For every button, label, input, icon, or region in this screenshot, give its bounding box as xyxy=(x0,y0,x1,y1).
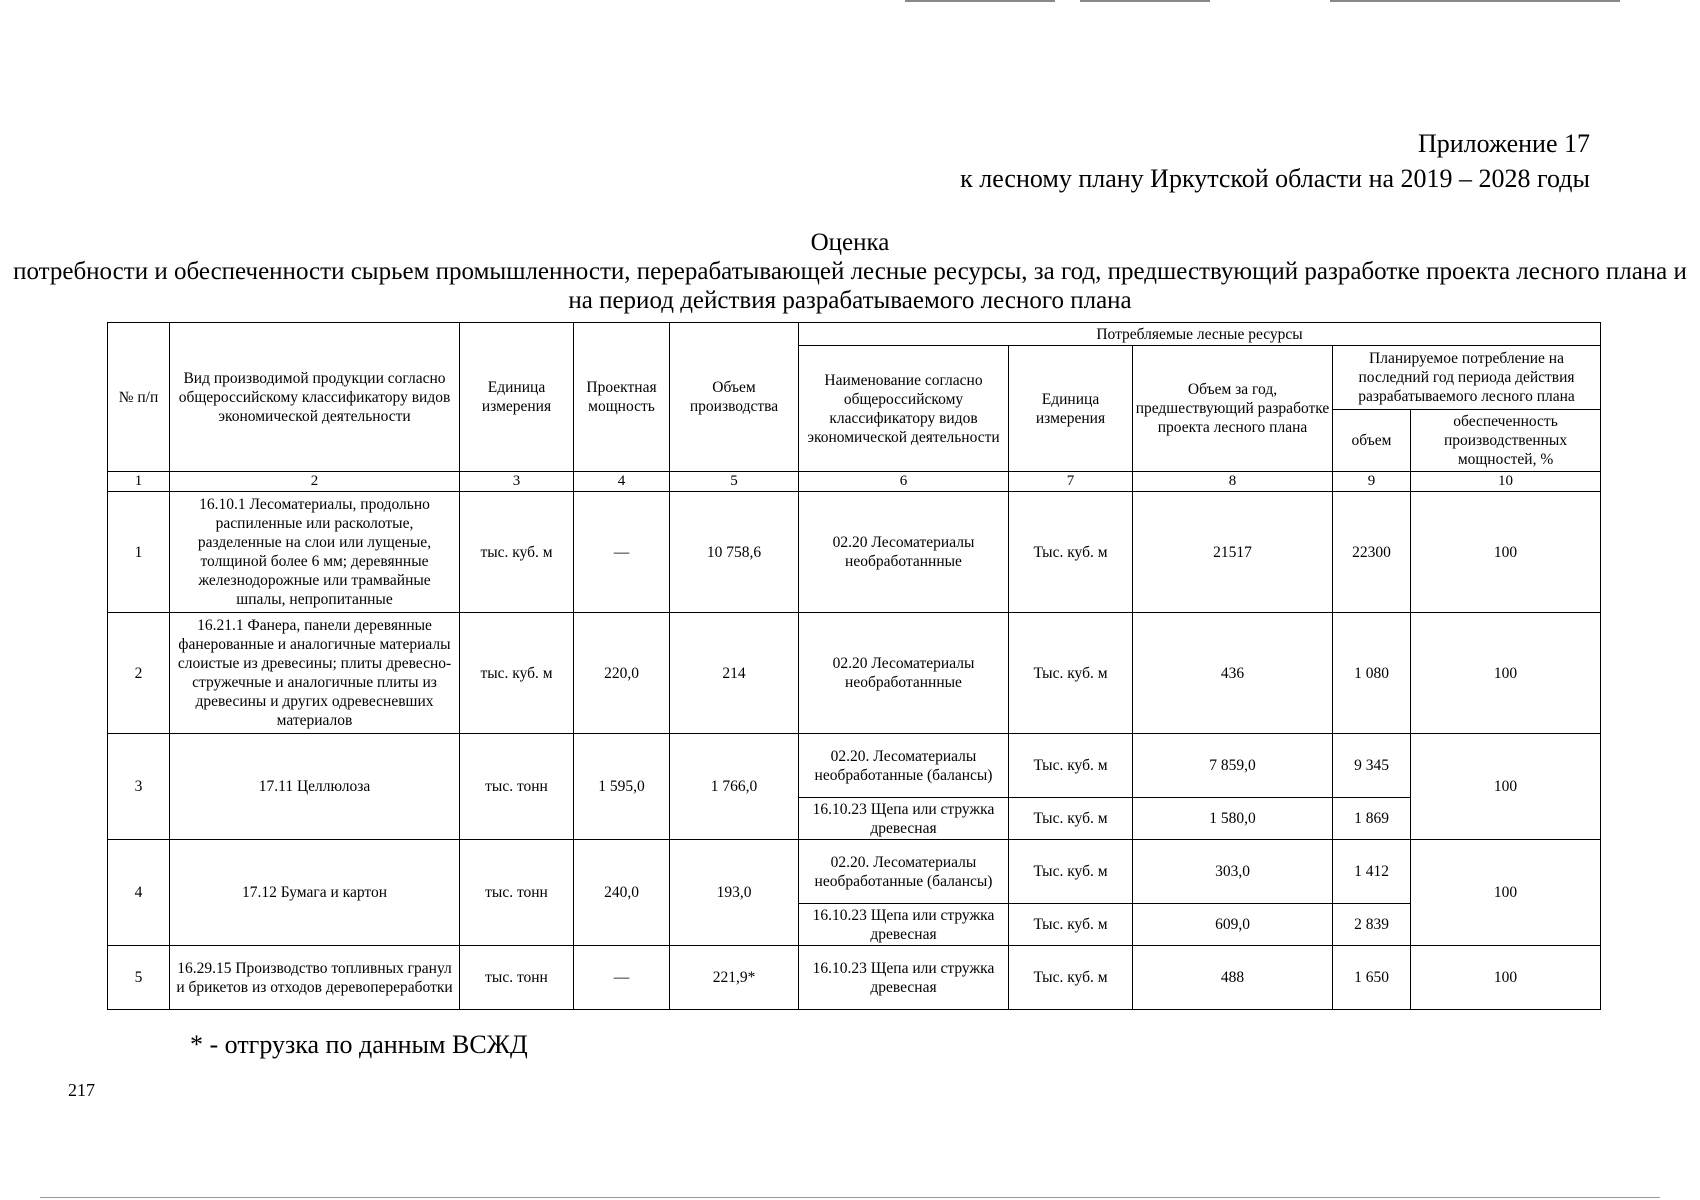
resource-unit: Тыс. куб. м xyxy=(1009,904,1133,946)
resource-unit: Тыс. куб. м xyxy=(1009,840,1133,904)
table-row xyxy=(108,946,1601,1010)
header-cell-output: Объем производства xyxy=(670,323,799,472)
table-row xyxy=(108,840,1601,904)
resource-name: 16.10.23 Щепа или стружка древесная xyxy=(799,798,1009,840)
previous-year-volume: 436 xyxy=(1133,613,1333,734)
header-cell-resource-unit: Единица измерения xyxy=(1009,346,1133,472)
resource-name: 02.20 Лесоматериалы необработаннные xyxy=(799,613,1009,734)
row-number: 1 xyxy=(108,492,170,613)
resource-unit: Тыс. куб. м xyxy=(1009,492,1133,613)
appendix-number: Приложение 17 xyxy=(1417,129,1590,158)
resource-name: 02.20. Лесоматериалы необработанные (балансы) xyxy=(799,734,1009,798)
design-capacity: — xyxy=(574,946,670,1010)
capacity-supply-percent: 100 xyxy=(1411,492,1601,613)
header-cell-consumed-resources: Потребляемые лесные ресурсы xyxy=(799,323,1601,346)
column-number: 5 xyxy=(670,472,799,492)
product-unit: тыс. тонн xyxy=(460,946,574,1010)
product-name: 16.10.1 Лесоматериалы, продольно распиленные или расколотые, разделенные на слои или лущеные, толщиной более 6 мм; деревянные железнодорожные или трамвайные шпалы, непропитанные xyxy=(170,492,460,613)
production-volume: 214 xyxy=(670,613,799,734)
scan-artifact xyxy=(40,1197,1660,1198)
header-cell-planned: Планируемое потребление на последний год периода действия разрабатываемого лесного плана xyxy=(1333,346,1601,410)
production-volume: 10 758,6 xyxy=(670,492,799,613)
header-cell-product: Вид производимой продукции согласно общероссийскому классификатору видов экономической деятельности xyxy=(170,323,460,472)
production-volume: 1 766,0 xyxy=(670,734,799,840)
title-description: потребности и обеспеченности сырьем промышленности, перерабатывающей лесные ресурсы, за год, предшествующий разработке проекта лесного плана и на период действия разрабатываемого лесного плана xyxy=(13,258,1687,314)
planned-volume: 1 412 xyxy=(1333,840,1411,904)
previous-year-volume: 21517 xyxy=(1133,492,1333,613)
product-unit: тыс. тонн xyxy=(460,734,574,840)
column-number: 2 xyxy=(170,472,460,492)
scan-artifact xyxy=(1330,0,1620,2)
design-capacity: 1 595,0 xyxy=(574,734,670,840)
column-number: 3 xyxy=(460,472,574,492)
planned-volume: 1 080 xyxy=(1333,613,1411,734)
previous-year-volume: 488 xyxy=(1133,946,1333,1010)
previous-year-volume: 303,0 xyxy=(1133,840,1333,904)
resource-unit: Тыс. куб. м xyxy=(1009,613,1133,734)
resource-table xyxy=(107,322,1601,1010)
footnote: * - отгрузка по данным ВСЖД xyxy=(190,1030,528,1059)
table-row xyxy=(108,613,1601,734)
capacity-supply-percent: 100 xyxy=(1411,734,1601,840)
planned-volume: 1 869 xyxy=(1333,798,1411,840)
planned-volume: 2 839 xyxy=(1333,904,1411,946)
row-number: 2 xyxy=(108,613,170,734)
capacity-supply-percent: 100 xyxy=(1411,946,1601,1010)
product-name: 16.29.15 Производство топливных гранул и брикетов из отходов деревопереработки xyxy=(170,946,460,1010)
title-heading: Оценка xyxy=(810,229,890,256)
production-volume: 221,9* xyxy=(670,946,799,1010)
row-number: 5 xyxy=(108,946,170,1010)
header-cell-plan-volume: объем xyxy=(1333,410,1411,472)
design-capacity: — xyxy=(574,492,670,613)
production-volume: 193,0 xyxy=(670,840,799,946)
product-unit: тыс. тонн xyxy=(460,840,574,946)
header-cell-capacity: Проектная мощность xyxy=(574,323,670,472)
product-unit: тыс. куб. м xyxy=(460,492,574,613)
appendix-reference: к лесному плану Иркутской области на 2019 – 2028 годы xyxy=(960,164,1590,193)
page-number: 217 xyxy=(68,1080,95,1100)
capacity-supply-percent: 100 xyxy=(1411,840,1601,946)
product-name: 17.12 Бумага и картон xyxy=(170,840,460,946)
resource-name: 02.20. Лесоматериалы необработанные (балансы) xyxy=(799,840,1009,904)
header-cell-unit: Единица измерения xyxy=(460,323,574,472)
column-number: 7 xyxy=(1009,472,1133,492)
column-number: 1 xyxy=(108,472,170,492)
row-number: 3 xyxy=(108,734,170,840)
resource-unit: Тыс. куб. м xyxy=(1009,946,1133,1010)
resource-unit: Тыс. куб. м xyxy=(1009,798,1133,840)
header-cell-prev-volume: Объем за год, предшествующий разработке проекта лесного плана xyxy=(1133,346,1333,472)
column-number-row xyxy=(108,472,1601,492)
scan-artifact xyxy=(1080,0,1210,2)
resource-unit: Тыс. куб. м xyxy=(1009,734,1133,798)
previous-year-volume: 609,0 xyxy=(1133,904,1333,946)
resource-name: 16.10.23 Щепа или стружка древесная xyxy=(799,904,1009,946)
column-number: 10 xyxy=(1411,472,1601,492)
previous-year-volume: 7 859,0 xyxy=(1133,734,1333,798)
product-unit: тыс. куб. м xyxy=(460,613,574,734)
table-row xyxy=(108,734,1601,798)
planned-volume: 9 345 xyxy=(1333,734,1411,798)
product-name: 16.21.1 Фанера, панели деревянные фанерованные и аналогичные материалы слоистые из древесины; плиты древесно-стружечные и аналогичные плиты из древесины и других одревесневших материалов xyxy=(170,613,460,734)
header-cell-supply: обеспеченность производственных мощностей, % xyxy=(1411,410,1601,472)
resource-name: 16.10.23 Щепа или стружка древесная xyxy=(799,946,1009,1010)
header-cell-resource-name: Наименование согласно общероссийскому классификатору видов экономической деятельности xyxy=(799,346,1009,472)
header-cell-number: № п/п xyxy=(108,323,170,472)
column-number: 8 xyxy=(1133,472,1333,492)
previous-year-volume: 1 580,0 xyxy=(1133,798,1333,840)
appendix-header xyxy=(960,126,1590,196)
table-row xyxy=(108,492,1601,613)
column-number: 6 xyxy=(799,472,1009,492)
column-number: 4 xyxy=(574,472,670,492)
planned-volume: 22300 xyxy=(1333,492,1411,613)
product-name: 17.11 Целлюлоза xyxy=(170,734,460,840)
capacity-supply-percent: 100 xyxy=(1411,613,1601,734)
design-capacity: 220,0 xyxy=(574,613,670,734)
row-number: 4 xyxy=(108,840,170,946)
scan-artifact xyxy=(905,0,1055,2)
resource-name: 02.20 Лесоматериалы необработаннные xyxy=(799,492,1009,613)
document-title xyxy=(0,228,1700,315)
design-capacity: 240,0 xyxy=(574,840,670,946)
planned-volume: 1 650 xyxy=(1333,946,1411,1010)
column-number: 9 xyxy=(1333,472,1411,492)
